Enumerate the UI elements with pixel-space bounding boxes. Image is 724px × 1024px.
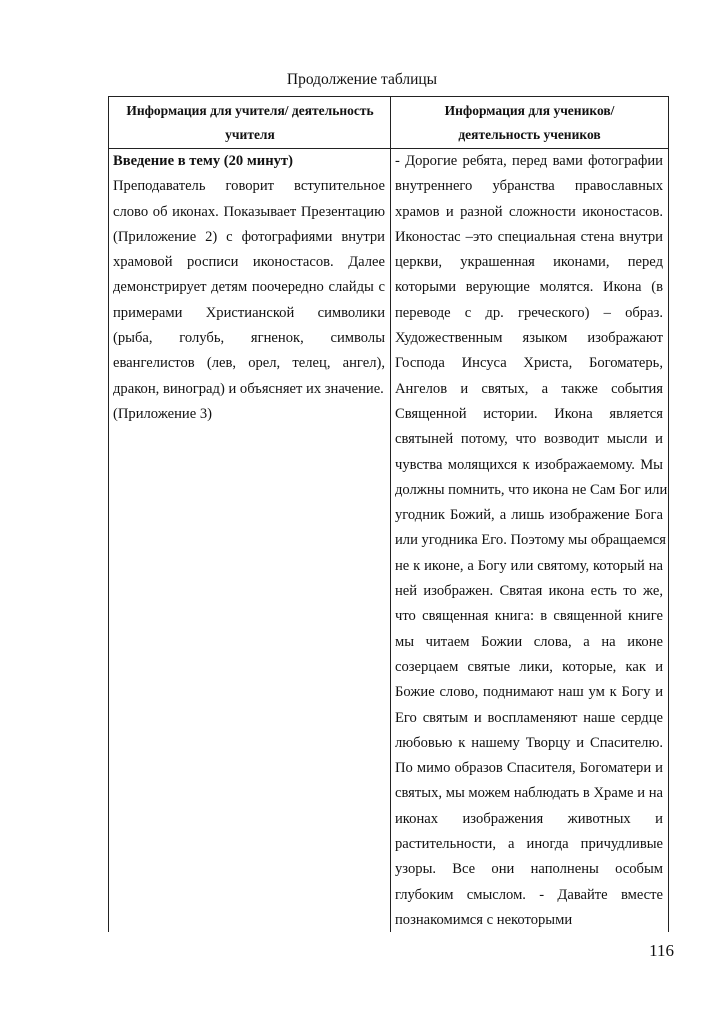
teacher-text-line: Преподаватель говорит вступительное	[113, 178, 385, 195]
student-text-line: Священной истории. Икона является	[395, 405, 663, 422]
student-text-line: церкви, украшенная иконами, перед	[395, 254, 663, 271]
student-text-line: Божие слово, поднимают наш ум к Богу и	[395, 684, 663, 701]
student-text-line: внутреннего убранства православных	[395, 178, 663, 195]
student-text-line: любовью к нашему Творцу и Спасителю.	[395, 734, 663, 751]
student-text-line: не к иконе, а Богу или святому, который на	[395, 557, 663, 574]
student-header-line-2: деятельность учеников	[458, 127, 601, 142]
student-text-line: что священная книга: в священной книге	[395, 608, 663, 625]
student-text-line: Ангелов и святых, а также события	[395, 380, 663, 397]
column-divider	[390, 97, 391, 932]
teacher-text-line: дракон, виноград) и объясняет их значение.	[113, 380, 384, 397]
teacher-text-line: (Приложение 2) с фотографиями внутри	[113, 228, 385, 245]
teacher-text-line: Введение в тему (20 минут)	[113, 153, 293, 169]
student-text-line: угодник Божий, а лишь изображение Бога	[395, 507, 663, 524]
student-text-line: святых, мы можем наблюдать в Храме и на	[395, 785, 663, 802]
student-text-line: По мимо образов Спасителя, Богоматери и	[395, 760, 663, 777]
teacher-header-line-1: Информация для учителя/ деятельность	[126, 103, 374, 118]
student-text-line: которыми верующие молятся. Икона (в	[395, 279, 663, 296]
teacher-text-line: храмовой росписи иконостасов. Далее	[113, 254, 385, 271]
student-text-line: чувства молящихся к изображаемому. Мы	[395, 456, 663, 473]
student-column-header	[393, 97, 666, 148]
student-activity-cell	[395, 149, 668, 933]
student-text-line: познакомимся с некоторыми	[395, 911, 573, 928]
teacher-text-line: демонстрирует детям поочередно слайды с	[113, 279, 385, 296]
student-text-line: храмов и разной сложности иконостасов.	[395, 203, 663, 220]
student-text-line: или угодника Его. Поэтому мы обращаемся	[395, 532, 666, 549]
student-header-line-1: Информация для учеников/	[444, 103, 615, 118]
student-text-line: растительности, а иногда причудливые	[395, 836, 663, 853]
lesson-table	[108, 96, 669, 932]
teacher-text-line: (рыба, голубь, ягненок, символы	[113, 330, 385, 347]
teacher-text-line: евангелистов (лев, орел, телец, ангел),	[113, 355, 385, 372]
student-text-line: ней изображен. Святая икона есть то же,	[395, 583, 663, 600]
page-number: 116	[649, 941, 674, 960]
table-caption: Продолжение таблицы	[286, 71, 438, 88]
student-text-line: - Дорогие ребята, перед вами фотографии	[395, 153, 663, 169]
teacher-activity-cell	[113, 149, 385, 427]
teacher-text-line: слово об иконах. Показывает Презентацию	[113, 203, 385, 220]
teacher-column-header	[112, 97, 388, 148]
student-text-line: должны помнить, что икона не Сам Бог или	[395, 481, 668, 498]
student-text-line: Господа Инсуса Христа, Богоматерь,	[395, 355, 663, 372]
teacher-header-line-2: учителя	[225, 127, 275, 142]
student-text-line: иконах изображения животных и	[395, 810, 663, 827]
student-text-line: переводе с др. греческого) – образ.	[395, 304, 663, 321]
student-text-line: Его святым и воспламеняют наше сердце	[395, 709, 663, 726]
student-text-line: Иконостас –это специальная стена внутри	[395, 228, 663, 245]
student-text-line: святыней потому, что возводит мысли и	[395, 431, 663, 448]
student-text-line: Художественным языком изображают	[395, 330, 663, 347]
student-text-line: узоры. Все они наполнены особым	[395, 861, 663, 878]
student-text-line: мы читаем Божии слова, а на иконе	[395, 633, 663, 650]
student-text-line: созерцаем святые лики, которые, как и	[395, 658, 663, 675]
teacher-text-line: (Приложение 3)	[113, 405, 212, 422]
teacher-text-line: примерами Христианской символики	[113, 304, 385, 321]
student-text-line: глубоким смыслом. - Давайте вместе	[395, 886, 663, 903]
